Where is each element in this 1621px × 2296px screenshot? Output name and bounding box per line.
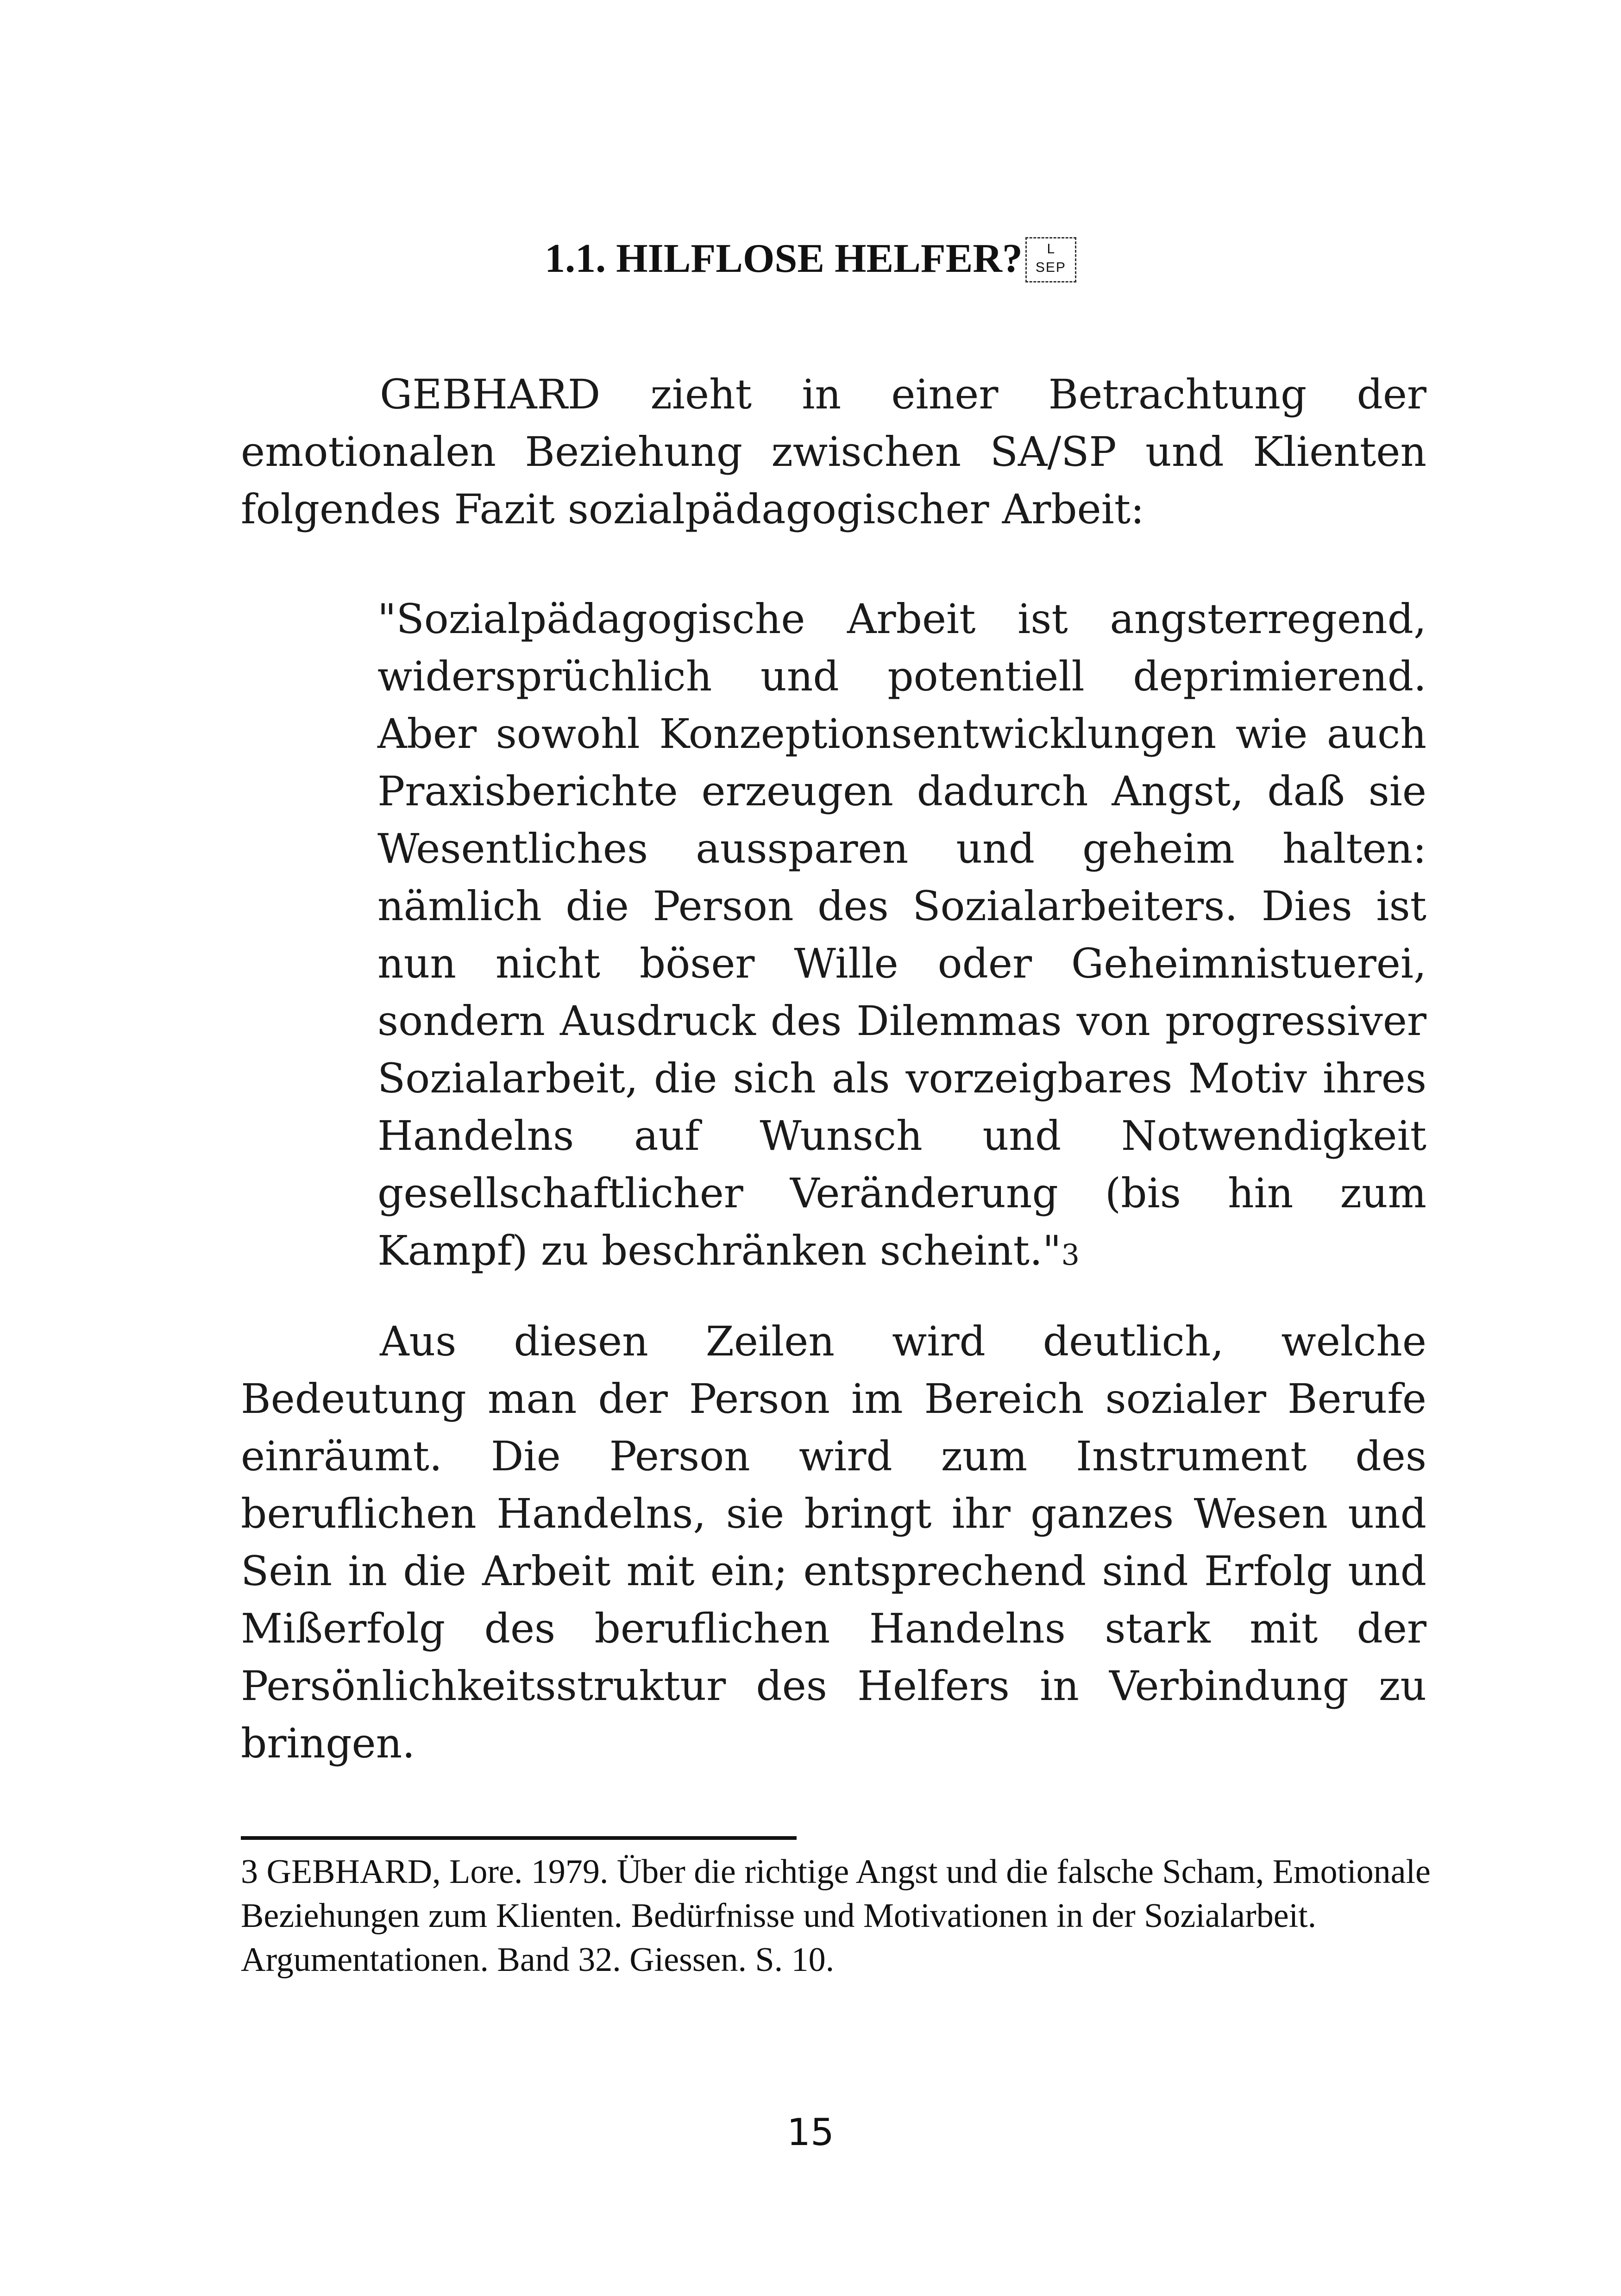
body-paragraph: Aus diesen Zeilen wird deutlich, welche Bedeutung man der Person im Bereich sozialer Berufe einräumt. Die Person wird zum Instrument des beruflichen Handelns, sie bringt ihr ganzes Wesen und Sein in die Arbeit mit ein; entsprechend sind Erfolg und Mißerfolg des beruflichen Handelns stark mit der Persönlichkeitsstruktur des Helfers in Verbindung zu bringen. <box>241 1317 1426 1767</box>
section-heading-text: 1.1. HILFLOSE HELFER? <box>545 236 1023 281</box>
footnote-reference: 3 <box>1061 1238 1080 1272</box>
footnote-text: 3 GEBHARD, Lore. 1979. Über die richtige Angst und die falsche Scham, Emotionale Beziehungen zum Klienten. Bedürfnisse und Motivationen in der Sozialarbeit. Argumentationen. Band 32. Giessen. S. 10. <box>241 1853 1431 1979</box>
section-heading <box>0 233 1621 285</box>
footnote-separator-line <box>241 1836 797 1840</box>
block-quote <box>377 590 1426 1284</box>
intro-paragraph: GEBHARD zieht in einer Betrachtung der emotionalen Beziehung zwischen SA/SP und Klienten folgendes Fazit sozialpädagogischer Arbeit: <box>241 370 1426 533</box>
page-number: 15 <box>787 2111 834 2154</box>
block-quote-text: "Sozialpädagogische Arbeit ist angsterregend, widersprüchlich und potentiell deprimierend. Aber sowohl Konzeptionsentwicklungen wie auch Praxisberichte erzeugen dadurch Angst, daß sie Wesentliches aussparen und geheim halten: nämlich die Person des Sozialarbeiters. Dies ist nun nicht böser Wille oder Geheimnistuerei, sondern Ausdruck des Dilemmas von progressiver Sozialarbeit, die sich als vorzeigbares Motiv ihres Handelns auf Wunsch und Notwendigkeit gesellschaftlicher Veränderung (bis hin zum Kampf) zu beschränken scheint." <box>377 595 1426 1274</box>
separator-glyph-icon: L SEP <box>1025 237 1076 282</box>
